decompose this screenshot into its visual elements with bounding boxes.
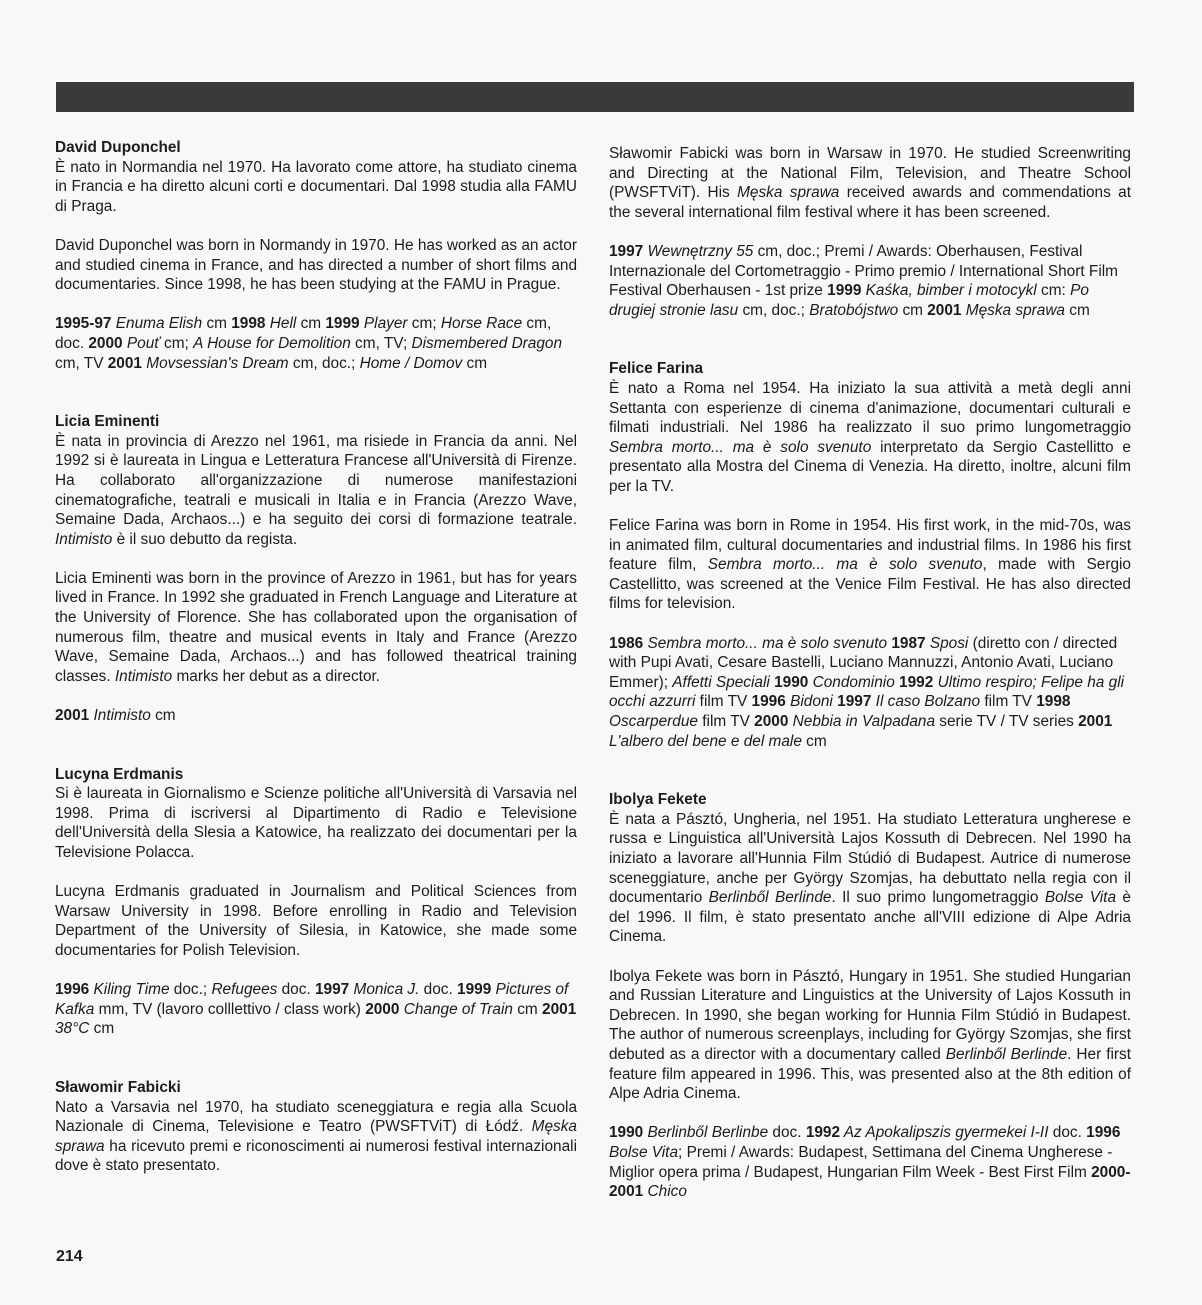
- film-info: cm, doc.;: [288, 354, 360, 372]
- film-title: Ultimo respiro; Felipe ha gli occhi azzurri: [609, 673, 1125, 711]
- film-info: doc.: [277, 981, 315, 999]
- film-title: Az Apokalipszis gyermekei I-II: [840, 1124, 1049, 1142]
- text-segment: Sławomir Fabicki was born in Warsaw in 1970. He studied Screenwriting and Directing at the National Film, Television, and Theatre School (PWSFTViT). His: [609, 145, 1131, 202]
- film-title: Home / Domov: [359, 354, 463, 372]
- text-segment: . Her first feature film appeared in 1996. This, was presented also at the 8th edition of Alpe Adria Cinema.: [609, 1045, 1131, 1103]
- film-title: Pouť: [122, 334, 160, 352]
- film-title: Po drugiej stronie lasu: [609, 282, 1089, 319]
- english-bio: Lucyna Erdmanis graduated in Journalism and Political Sciences from Warsaw University in 1998. Before enrolling in Radio and Television Department of the University of Silesia, in Katowice, she made some documentaries for Polish Television.: [55, 883, 577, 959]
- film-title: Berlinből Berlinbe: [643, 1124, 769, 1142]
- filmmaker-name: Felice Farina: [609, 360, 704, 378]
- filmography: [609, 634, 1131, 752]
- film-title: Oscarperdue: [609, 713, 698, 731]
- paragraph-spacer: [609, 1104, 1131, 1124]
- text-segment: Felice Farina was born in Rome in 1954. His first work, in the mid-70s, was in animated film, cultural documentaries and industrial films. In 1986 his first feature film,: [609, 517, 1131, 574]
- film-info: cm, doc.: [55, 315, 552, 352]
- film-title: Horse Race: [440, 315, 523, 333]
- film-title: Bolse Vita: [1044, 889, 1117, 907]
- film-year: 1998: [1036, 693, 1071, 711]
- paragraph-spacer: [609, 222, 1131, 242]
- film-year: 1999: [325, 315, 360, 333]
- film-title: Męska sprawa: [961, 301, 1065, 319]
- filmmaker-name: Ibolya Fekete: [609, 791, 707, 809]
- film-info: cm, TV;: [350, 334, 412, 352]
- film-year: 2001: [55, 707, 90, 725]
- film-year: 1986: [609, 634, 644, 652]
- filmmaker-name: Licia Eminenti: [55, 413, 160, 431]
- film-title: Change of Train: [399, 1000, 513, 1018]
- film-year: 2000-2001: [609, 1163, 1131, 1201]
- film-title: Berlinből Berlinde: [945, 1045, 1068, 1063]
- film-title: Męska sprawa: [737, 184, 840, 202]
- film-info: cm;: [407, 315, 441, 333]
- film-year: 2001: [1078, 713, 1113, 731]
- film-info: film TV: [980, 693, 1037, 711]
- text-segment: è del 1996. Il film, è stato presentato anche all'VIII edizione di Alpe Adria Cinema.: [609, 889, 1131, 946]
- film-info: cm: [1065, 301, 1090, 319]
- film-year: 1996: [1086, 1124, 1121, 1142]
- paragraph-spacer: [55, 961, 577, 981]
- paragraph-spacer: [609, 614, 1131, 634]
- film-year: 1995-97: [55, 315, 112, 333]
- film-info: cm: [150, 707, 176, 725]
- paragraph-spacer: [55, 295, 577, 315]
- left-column: [55, 138, 577, 1176]
- entry-spacer: [55, 1039, 577, 1078]
- film-title: Kaśka, bimber i motocykl: [861, 282, 1037, 300]
- film-title: Bratobójstwo: [809, 301, 899, 319]
- film-info: mm, TV (lavoro colllettivo / class work): [94, 1000, 366, 1018]
- film-year: 1999: [457, 981, 492, 999]
- paragraph-spacer: [609, 947, 1131, 967]
- filmmaker-entry: [55, 765, 577, 1039]
- entry-spacer: [55, 373, 577, 412]
- text-segment: received awards and commendations at the several international film festival where it has been screened.: [609, 184, 1131, 221]
- text-segment: Licia Eminenti was born in the province of Arezzo in 1961, but has for years lived in France. In 1992 she graduated in French Language and Literature at the University of Florence. She has collaborated upon the organisation of numerous film, theatre and musical events in Italy and France (Arezzo Wave, Semaine Dada, Archaos...) and has followed theatrical training classes.: [55, 569, 577, 685]
- filmmaker-entry: [55, 138, 577, 373]
- film-title: Sposi: [925, 634, 969, 652]
- italian-bio: [55, 432, 577, 550]
- film-title: Enuma Elish: [111, 315, 203, 333]
- film-year: 1999: [827, 282, 862, 300]
- text-segment: Nato a Varsavia nel 1970, ha studiato sceneggiatura e regia alla Scuola Nazionale di Cinema, Televisione e Teatro (PWSFTViT) di Łódź.: [55, 1098, 577, 1136]
- film-info: doc.;: [169, 981, 212, 999]
- header-bar: [56, 82, 1134, 112]
- film-year: 2001: [542, 1000, 577, 1018]
- film-year: 1996: [55, 981, 90, 999]
- film-year: 1987: [891, 634, 926, 652]
- film-title: Sembra morto... ma è solo svenuto: [643, 634, 888, 652]
- film-info: doc.: [419, 981, 458, 999]
- film-year: 2000: [88, 334, 123, 352]
- filmography: [609, 1123, 1131, 1201]
- film-title: Condominio: [808, 673, 895, 691]
- filmmaker-entry: [609, 790, 1131, 1201]
- film-info: ; Premi / Awards: Budapest, Settimana del Cinema Ungherese - Miglior opera prima / Budapest, Hungarian Film Week - Best First Film: [609, 1143, 1113, 1181]
- film-title: Dismembered Dragon: [411, 334, 563, 352]
- film-info: cm: [512, 1000, 543, 1018]
- film-year: 1997: [837, 693, 872, 711]
- english-bio: David Duponchel was born in Normandy in 1970. He has worked as an actor and studied cinema in France, and has directed a number of short films and documentaries. Since 1998, he has been studying at the FAMU in Prague.: [55, 236, 577, 294]
- film-title: 38°C: [55, 1020, 90, 1038]
- english-bio: [609, 144, 1131, 222]
- film-title: Sembra morto... ma è solo svenuto: [707, 556, 983, 574]
- film-info: cm: [89, 1020, 115, 1038]
- paragraph-spacer: [55, 216, 577, 236]
- film-info: cm: [801, 732, 827, 750]
- filmmaker-name: Lucyna Erdmanis: [55, 765, 184, 783]
- film-info: cm: [202, 315, 232, 333]
- text-segment: è il suo debutto da regista.: [112, 530, 298, 548]
- text-segment: ha ricevuto premi e riconoscimenti ai numerosi festival internazionali dove è stato presentato.: [55, 1137, 577, 1175]
- film-title: Berlinből Berlinde: [708, 889, 832, 907]
- italian-bio: [55, 1098, 577, 1176]
- film-info: cm: [296, 315, 326, 333]
- text-segment: , made with Sergio Castellitto, was screened at the Venice Film Festival. He has also directed films for television.: [609, 556, 1131, 613]
- film-year: 2000: [754, 713, 789, 731]
- entry-spacer: [55, 726, 577, 765]
- filmmaker-entry: [55, 412, 577, 726]
- film-info: cm, TV: [55, 354, 108, 372]
- right-column: [609, 144, 1131, 1202]
- film-year: 1998: [231, 315, 266, 333]
- film-title: Intimisto: [55, 530, 113, 548]
- filmmaker-name: David Duponchel: [55, 139, 181, 156]
- film-info: film TV: [695, 693, 752, 711]
- text-segment: È nata in provincia di Arezzo nel 1961, ma risiede in Francia da anni. Nel 1992 si è laureata in Lingua e Letteratura Francese all'Università di Firenze. Ha collaborato all'organizzazione di numerose manifestazioni cinematografiche, teatrali e musicali in Italia e in Francia (Arezzo Wave, Semaine Dada, Archaos...) e ha seguito dei corsi di formazione teatrale.: [55, 432, 577, 529]
- film-title: Kiling Time: [89, 981, 170, 999]
- text-segment: È nato a Roma nel 1954. Ha iniziato la sua attività a metà degli anni Settanta con esperienze di cinema d'animazione, documentari culturali e filmati industriali. Nel 1986 ha realizzato il suo primo lungometraggio: [609, 379, 1131, 437]
- film-title: Player: [359, 315, 408, 333]
- film-year: 2001: [107, 354, 142, 372]
- english-bio: [55, 569, 577, 687]
- film-title: Intimisto: [114, 667, 173, 685]
- film-year: 2000: [365, 1000, 400, 1018]
- film-year: 1990: [774, 673, 809, 691]
- paragraph-spacer: [55, 863, 577, 883]
- film-title: Nebbia in Valpadana: [788, 713, 935, 731]
- film-year: 2001: [927, 301, 962, 319]
- film-title: Bolse Vita: [609, 1143, 679, 1161]
- text-segment: marks her debut as a director.: [172, 667, 381, 685]
- page-number: 214: [56, 1248, 83, 1265]
- film-year: 1996: [751, 693, 786, 711]
- film-title: Intimisto: [89, 707, 151, 725]
- film-title: Il caso Bolzano: [871, 693, 981, 711]
- film-info: cm:: [1036, 282, 1071, 300]
- film-title: Wewnętrzny 55: [643, 242, 754, 260]
- film-title: Affetti Speciali: [672, 673, 770, 691]
- film-title: Movsessian's Dream: [141, 354, 289, 372]
- entry-spacer: [609, 320, 1131, 359]
- film-info: film TV: [697, 713, 755, 731]
- film-info: doc.: [768, 1124, 806, 1142]
- film-info: serie TV / TV series: [935, 713, 1079, 731]
- text-segment: È nata a Pásztó, Ungheria, nel 1951. Ha studiato Letteratura ungherese e russa e Linguistica all'Università Lajos Kossuth di Debrecen. Nel 1990 ha iniziato a lavorare all'Hunnia Film Stúdió di Budapest. Autrice di numerose sceneggiature, anche per György Szomjas, ha debuttato nella regia con il documentario: [609, 810, 1131, 907]
- film-info: cm: [462, 354, 488, 372]
- text-segment: Ibolya Fekete was born in Pásztó, Hungary in 1951. She studied Hungarian and Russian Literature and Linguistics at the University of Lajos Kossuth in Debrecen. In 1990, she began working for Hunnia Film Stúdió in Budapest. The author of numerous screenplays, including for György Szomjas, she first debuted as a director with a documentary called: [609, 967, 1131, 1063]
- film-title: Hell: [265, 315, 297, 333]
- entry-spacer: [609, 751, 1131, 790]
- filmography: [609, 242, 1131, 320]
- paragraph-spacer: [55, 549, 577, 569]
- italian-bio: [609, 379, 1131, 497]
- film-info: cm, doc.;: [738, 301, 810, 319]
- film-year: 1992: [805, 1124, 841, 1142]
- film-title: Pictures of Kafka: [55, 981, 569, 1018]
- film-info: cm: [898, 301, 928, 319]
- film-title: Bidoni: [785, 693, 833, 711]
- filmography: [55, 706, 577, 726]
- film-year: 1992: [899, 673, 934, 691]
- filmography: [55, 314, 577, 373]
- filmography: [55, 980, 577, 1039]
- film-title: Chico: [643, 1183, 687, 1201]
- paragraph-spacer: [55, 686, 577, 706]
- text-segment: interpretato da Sergio Castellitto e presentato alla Mostra del Cinema di Venezia. Ha diretto, inoltre, alcuni film per la TV.: [609, 438, 1131, 495]
- filmmaker-entry: [609, 144, 1131, 320]
- text-segment: . Il suo primo lungometraggio: [831, 889, 1045, 907]
- filmmaker-entry: [55, 1078, 577, 1176]
- film-year: 1990: [609, 1124, 644, 1142]
- italian-bio: [609, 810, 1131, 947]
- film-title: Męska sprawa: [55, 1118, 577, 1155]
- film-title: Refugees: [211, 981, 278, 999]
- italian-bio: È nato in Normandia nel 1970. Ha lavorato come attore, ha studiato cinema in Francia e ha diretto alcuni corti e documentari. Dal 1998 studia alla FAMU di Praga.: [55, 158, 577, 215]
- paragraph-spacer: [609, 497, 1131, 517]
- film-title: Monica J.: [349, 981, 420, 999]
- film-year: 1997: [314, 981, 350, 999]
- film-info: (diretto con / directed with Pupi Avati, Cesare Bastelli, Luciano Mannuzzi, Antonio Avati, Luciano Emmer);: [609, 634, 1118, 691]
- filmmaker-name: Sławomir Fabicki: [55, 1078, 181, 1096]
- filmmaker-entry: [609, 359, 1131, 751]
- film-year: 1997: [609, 242, 644, 260]
- film-title: A House for Demolition: [193, 334, 351, 352]
- film-info: doc.: [1048, 1124, 1087, 1142]
- film-info: cm, doc.; Premi / Awards: Oberhausen, Festival Internazionale del Cortometraggio - Primo premio / International Short Film Festival Oberhausen - 1st prize: [609, 242, 1118, 300]
- film-title: Sembra morto... ma è solo svenuto: [609, 438, 872, 456]
- english-bio: [609, 516, 1131, 614]
- film-title: L'albero del bene e del male: [609, 732, 802, 750]
- italian-bio: Si è laureata in Giornalismo e Scienze politiche all'Università di Varsavia nel 1998. Prima di iscriversi al Dipartimento di Radio e Televisione dell'Università della Slesia a Katowice, ha realizzato dei documentari per la Televisione Polacca.: [55, 785, 577, 861]
- english-bio: [609, 967, 1131, 1104]
- film-info: cm;: [159, 334, 194, 352]
